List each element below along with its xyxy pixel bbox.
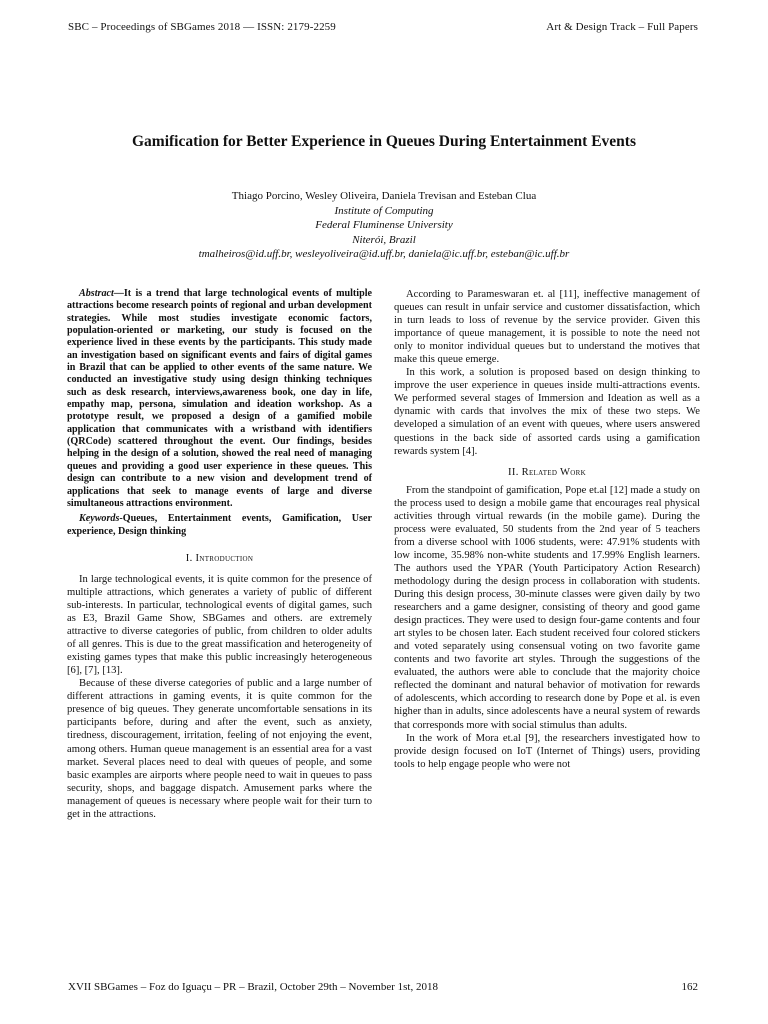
related-paragraph-2: In the work of Mora et.al [9], the researchers investigated how to provide design focused on IoT (Internet of Things) users, providing tools to help engage people who were not bbox=[394, 732, 700, 770]
intro-paragraph-2: Because of these diverse categories of public and a large number of different attractions in gaming events, it is quite common for the presence of big queues. They generate uncomfortable sensations in its participants before, during and after the event, such as anxiety, tiredness, discouragement, irritation, feeling of not enjoying the event, among others. Human queue management is an essential area for a vast market. Several places need to deal with queues of people, and some basic examples are airports where people need to wait in queues to pass security, shops, and baggage dispatch. Amusement parks where the management of queues is necessary where people wait for their turn to get in the attractions. bbox=[67, 678, 372, 820]
page-number: 162 bbox=[681, 981, 698, 993]
keywords-lead: Keywords bbox=[79, 513, 120, 525]
paper-title: Gamification for Better Experience in Queues During Entertainment Events bbox=[132, 133, 636, 150]
header-track: Art & Design Track – Full Papers bbox=[546, 21, 698, 33]
affiliation-institute: Institute of Computing bbox=[334, 204, 434, 217]
right-column bbox=[394, 288, 700, 771]
intro-paragraph-1: In large technological events, it is quite common for the presence of multiple attractions, which generates a variety of public of different sub-interests. In particular, technological events of digital games, such as E3, Brazil Game Show, SBGames and others. are extremely attractive to diverse categories of public, from children to older adults of all genres. This is due to the great massification and heterogeneity of existing games types that make this public increasingly heterogeneous [6], [7], [13]. bbox=[67, 573, 372, 677]
abstract-text: —It is a trend that large technological events of multiple attractions become research points of regional and urban development strategies. While most studies investigate economic factors, population-oriented or marketing, our study is focused on the experience lived in these events by the participants. This study made an investigation based on significant events and fairs of digital games in Brazil that can be applied to other events of the same nature. We conducted an investigative study using design thinking techniques such as desk research, interviews,awareness book, one day in life, empathy map, persona, simulation and ideation workshop. As a prototype result, we proposed a design of a gamified mobile application that communicates with a wristband with identifiers (QRCode) scattered throughout the event. Our findings, besides helping in the design of a solution, showed the real need of managing queues and providing a good user experience in these queues. This design can contribute to a new vision and development trend of applications that seek to manage events of large and diverse simultaneous attractions environment. bbox=[67, 288, 372, 509]
affiliation-location: Niterói, Brazil bbox=[352, 233, 416, 246]
running-footer bbox=[68, 981, 698, 993]
author-emails: tmalheiros@id.uff.br, wesleyoliveira@id.uff.br, daniela@ic.uff.br, esteban@ic.uff.br bbox=[198, 248, 570, 261]
section-heading-introduction: I. Introduction bbox=[185, 552, 254, 564]
running-header bbox=[68, 21, 698, 33]
author-names: Thiago Porcino, Wesley Oliveira, Daniela Trevisan and Esteban Clua bbox=[231, 190, 537, 202]
right-paragraph-1: According to Parameswaran et. al [11], ineffective management of queues can result in unfair service and customer dissatisfaction, which in turn leads to loss of revenue by the service provider. Given this importance of queue management, it is possible to note the need not only to monitor individual queues but to understand the motives that make this queue emerge. bbox=[394, 289, 700, 366]
header-proceedings: SBC – Proceedings of SBGames 2018 — ISSN: 2179-2259 bbox=[68, 21, 336, 33]
author-block bbox=[40, 189, 728, 262]
related-paragraph-1: From the standpoint of gamification, Pope et.al [12] made a study on the process used to design a mobile game that encourages real physical activities through virtual rewards (in the mobile game). During the process were evaluated, 50 students from the 2nd year of 5 teachers from a diverse school with 1006 students, were: 47.91% students with low income, 35.98% non-white students and 17.99% English learners. The authors used the YPAR (Youth Participatory Action Research) methodology during the design process in collaboration with students. During this design process, 30-minute classes were given daily by two researchers and a game designer, consisting of theory and good game design practices. They were used to design four-game contents and four art styles to be chosen later. Each student received four colored stickers and voted separately using consensual voting on two favorite game contents and two favorite art styles. Through the suggestions of the evaluated, the authors were able to conclude that the majority choice reflected the dominant and natural behavior of motivation for rewards of adolescents, which according to research done by Pope et al. is even higher than in adults, since adolescents have a neural system of rewards that corresponds more with social stimulus than adults. bbox=[394, 484, 700, 731]
footer-conference: XVII SBGames – Foz do Iguaçu – PR – Brazil, October 29th – November 1st, 2018 bbox=[68, 981, 438, 993]
right-paragraph-2: In this work, a solution is proposed based on design thinking to improve the user experience in queues inside multi-attractions events. We performed several stages of Immersion and Ideation as well as a dynamic with cards that involves the mix of these two steps. We developed a simulation of an event with queues, where users answered questions in the back side of assorted cards using a gamification rewards system [4]. bbox=[394, 367, 700, 457]
abstract-lead: Abstract bbox=[79, 288, 114, 299]
keywords bbox=[67, 513, 372, 538]
left-column bbox=[67, 288, 372, 821]
affiliation-university: Federal Fluminense University bbox=[315, 219, 453, 232]
section-heading-related-work: II. Related Work bbox=[508, 466, 586, 478]
abstract bbox=[67, 288, 372, 510]
keywords-text: -Queues, Entertainment events, Gamification, User experience, Design thinking bbox=[67, 513, 372, 537]
